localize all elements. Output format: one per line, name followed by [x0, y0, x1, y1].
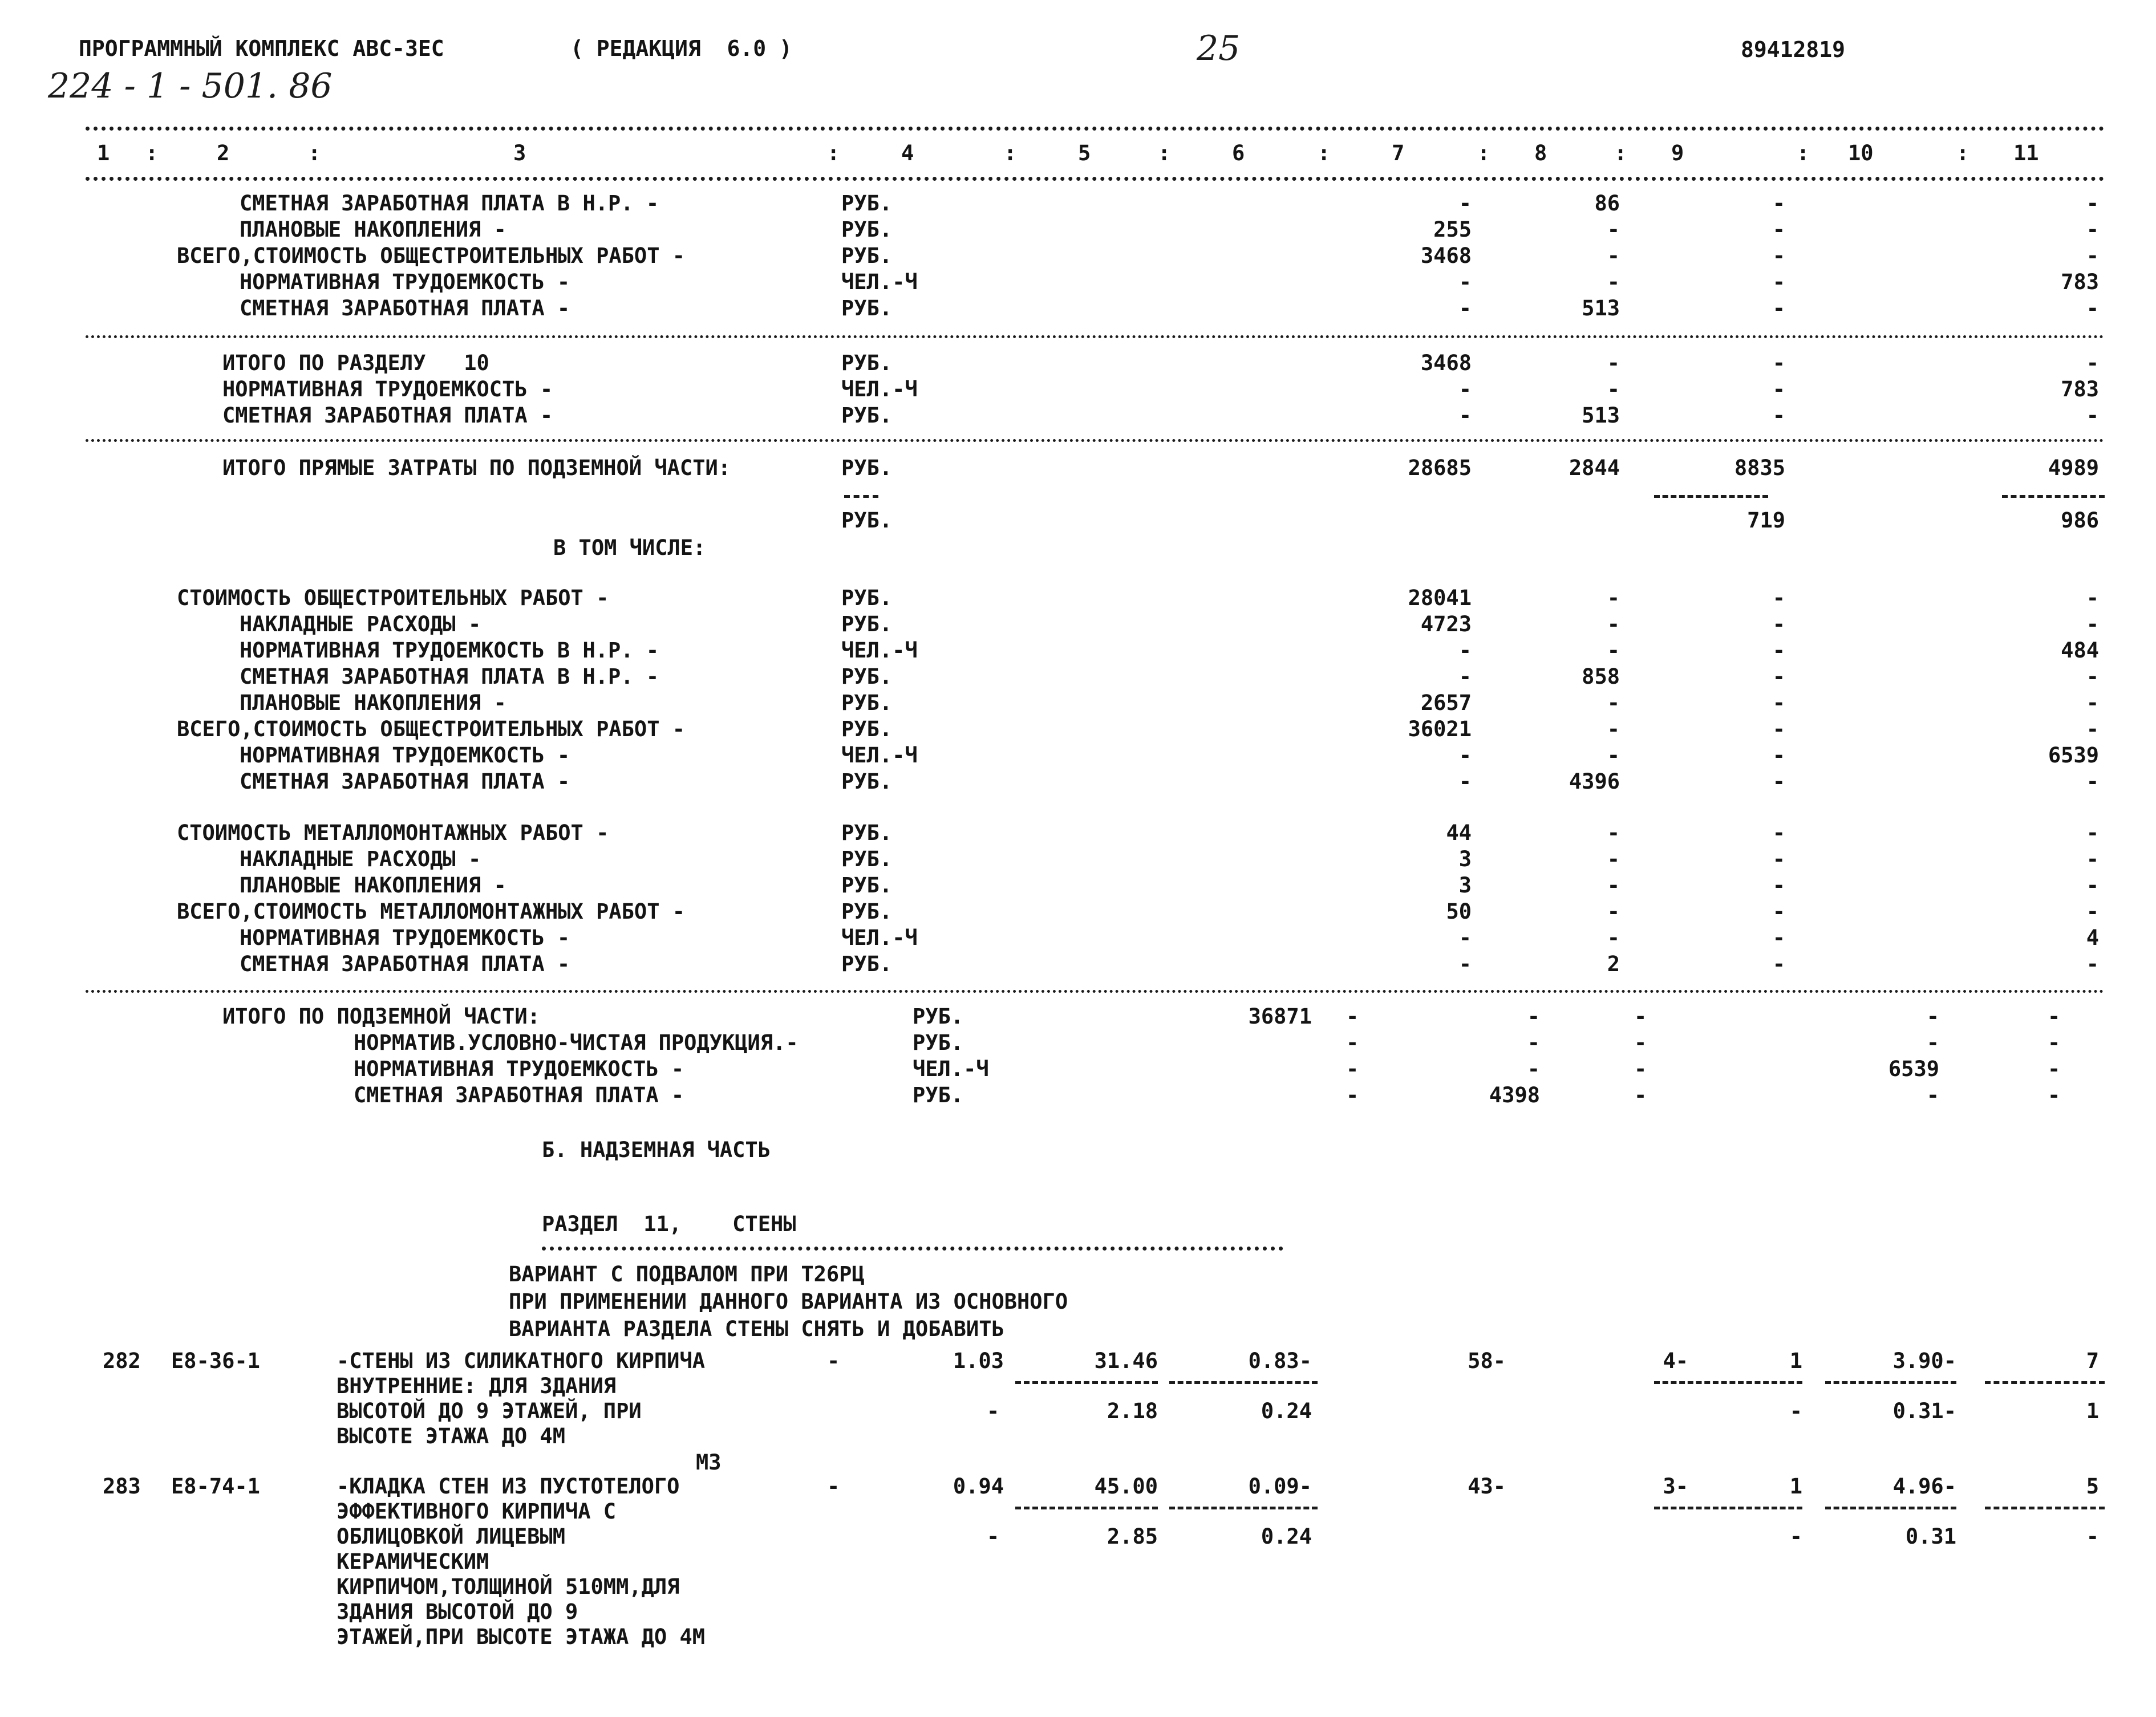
- value-underline: [1825, 1381, 1956, 1384]
- value-underline: [1169, 1507, 1318, 1509]
- cell-col7: -: [1458, 926, 1472, 950]
- item-col6-bottom: 0.24: [1261, 1524, 1312, 1549]
- cell-col11: -: [2086, 952, 2099, 976]
- razdel-underline: [542, 1247, 1283, 1251]
- value-underline: [1985, 1507, 2105, 1509]
- row-unit: ЧЕЛ.-Ч: [841, 743, 918, 768]
- column-header-4: 4: [901, 141, 914, 165]
- cell-col11: -: [2086, 691, 2099, 715]
- column-header-6: 6: [1232, 141, 1245, 165]
- row-label: НАКЛАДНЫЕ РАСХОДЫ -: [240, 847, 481, 871]
- item-mid-mark: -: [987, 1399, 1000, 1423]
- item-unit-label: М3: [696, 1450, 722, 1475]
- row-unit: РУБ.: [841, 691, 893, 715]
- item-col10-bottom: 0.31: [1905, 1524, 1956, 1549]
- cell-col11: -: [2086, 296, 2099, 320]
- cell-col7: -: [1458, 403, 1472, 428]
- cell-col9: -: [1772, 377, 1785, 401]
- cell-col9: -: [1772, 743, 1785, 768]
- cell-col7: 3468: [1420, 243, 1472, 268]
- row-label: В ТОМ ЧИСЛЕ:: [553, 535, 706, 560]
- variant-line-1: ВАРИАНТ С ПОДВАЛОМ ПРИ Т26РЦ: [509, 1262, 865, 1286]
- row-unit: ЧЕЛ.-Ч: [841, 377, 918, 401]
- item-quantity: 1.03: [953, 1349, 1004, 1373]
- cell-col11: -: [2086, 769, 2099, 794]
- row-label: СМЕТНАЯ ЗАРАБОТНАЯ ПЛАТА -: [222, 403, 553, 428]
- item-unit-mark: -: [827, 1474, 840, 1499]
- cell-col11: 4: [2086, 926, 2099, 950]
- item-col10-top: 3.90-: [1892, 1349, 1956, 1373]
- row-label: СТОИМОСТЬ МЕТАЛЛОМОНТАЖНЫХ РАБОТ -: [177, 821, 609, 845]
- item-unit-mark: -: [827, 1349, 840, 1373]
- cell-col7: 2657: [1420, 691, 1472, 715]
- value-underline: [1654, 1507, 1802, 1509]
- subtotal-underline: [1654, 495, 1768, 498]
- document-number: 224 - 1 - 501. 86: [48, 66, 333, 106]
- column-header-11: 11: [2013, 141, 2039, 165]
- cell-col7: 255: [1433, 217, 1472, 242]
- cell-col9: -: [1772, 586, 1785, 610]
- cell-col9: 8835: [1734, 456, 1785, 480]
- cell-col8: 858: [1582, 664, 1620, 689]
- column-separator: :: [1614, 141, 1627, 165]
- cell-col9: -: [1772, 847, 1785, 871]
- cell-col8: 513: [1582, 296, 1620, 320]
- row-label: ВСЕГО,СТОИМОСТЬ ОБЩЕСТРОИТЕЛЬНЫХ РАБОТ -: [177, 243, 686, 268]
- total-col10: -: [1926, 1030, 1939, 1055]
- separator-rule: [86, 439, 2105, 442]
- row-unit: РУБ.: [841, 769, 893, 794]
- cell-col8: -: [1607, 873, 1620, 898]
- row-label: НОРМАТИВНАЯ ТРУДОЕМКОСТЬ -: [240, 743, 570, 768]
- value-underline: [1015, 1381, 1158, 1384]
- cell-col8: -: [1607, 847, 1620, 871]
- cell-col11: -: [2086, 403, 2099, 428]
- separator-rule: [86, 335, 2105, 338]
- column-separator: :: [1004, 141, 1017, 165]
- item-description-line: ВЫСОТОЙ ДО 9 ЭТАЖЕЙ, ПРИ: [337, 1399, 642, 1423]
- cell-col11: 6539: [2048, 743, 2099, 768]
- variant-line-2: ПРИ ПРИМЕНЕНИИ ДАННОГО ВАРИАНТА ИЗ ОСНОВНОГО: [509, 1289, 1068, 1314]
- item-mid-mark: -: [987, 1524, 1000, 1549]
- cell-col9: -: [1772, 638, 1785, 663]
- item-col6-bottom: 0.24: [1261, 1399, 1312, 1423]
- item-col5-bottom: 2.85: [1107, 1524, 1158, 1549]
- cell-col7: 3: [1458, 847, 1472, 871]
- cell-col8: -: [1607, 691, 1620, 715]
- program-edition: ( РЕДАКЦИЯ 6.0 ): [570, 36, 792, 61]
- cell-col7: 36021: [1408, 717, 1472, 741]
- item-description-line: -СТЕНЫ ИЗ СИЛИКАТНОГО КИРПИЧА: [337, 1349, 706, 1373]
- cell-col8: 2844: [1569, 456, 1620, 480]
- item-description-line: ЭТАЖЕЙ,ПРИ ВЫСОТЕ ЭТАЖА ДО 4М: [337, 1625, 706, 1649]
- value-underline: [1825, 1507, 1956, 1509]
- total-col6: 36871: [1248, 1004, 1312, 1029]
- row-label: НАКЛАДНЫЕ РАСХОДЫ -: [240, 612, 481, 636]
- cell-col8: -: [1607, 243, 1620, 268]
- cell-col11: 484: [2061, 638, 2099, 663]
- cell-col11: -: [2086, 351, 2099, 375]
- total-col9: -: [1634, 1083, 1647, 1107]
- cell-col9: -: [1772, 270, 1785, 294]
- item-col8: 4-: [1663, 1349, 1688, 1373]
- item-description-line: ВЫСОТЕ ЭТАЖА ДО 4М: [337, 1424, 565, 1448]
- item-col6-top: 0.09-: [1248, 1474, 1312, 1499]
- cell-col7: 3: [1458, 873, 1472, 898]
- cell-col9: -: [1772, 217, 1785, 242]
- row-label: ПЛАНОВЫЕ НАКОПЛЕНИЯ -: [240, 873, 506, 898]
- row-label: ПЛАНОВЫЕ НАКОПЛЕНИЯ -: [240, 691, 506, 715]
- row-unit: ЧЕЛ.-Ч: [841, 270, 918, 294]
- cell-col11: 4989: [2048, 456, 2099, 480]
- separator-rule: [86, 990, 2105, 993]
- row-unit: ЧЕЛ.-Ч: [841, 638, 918, 663]
- item-description-line: КИРПИЧОМ,ТОЛЩИНОЙ 510ММ,ДЛЯ: [337, 1574, 680, 1599]
- item-col5-top: 45.00: [1094, 1474, 1158, 1499]
- row-unit: РУБ.: [841, 717, 893, 741]
- item-col5-bottom: 2.18: [1107, 1399, 1158, 1423]
- row-label: ВСЕГО,СТОИМОСТЬ МЕТАЛЛОМОНТАЖНЫХ РАБОТ -: [177, 899, 686, 924]
- cell-col7: -: [1458, 638, 1472, 663]
- cell-col9: -: [1772, 612, 1785, 636]
- cell-col8: 86: [1594, 191, 1620, 216]
- total-label: НОРМАТИВНАЯ ТРУДОЕМКОСТЬ -: [354, 1057, 684, 1081]
- item-col7: 58-: [1468, 1349, 1506, 1373]
- cell-col9: -: [1772, 717, 1785, 741]
- total-col9: -: [1634, 1030, 1647, 1055]
- cell-col8: -: [1607, 612, 1620, 636]
- item-col9-bottom: -: [1789, 1399, 1802, 1423]
- row-unit: РУБ.: [841, 296, 893, 320]
- cell-col11: 783: [2061, 377, 2099, 401]
- total-col9: -: [1634, 1004, 1647, 1029]
- cell-col8: 2: [1607, 952, 1620, 976]
- item-col10-bottom: 0.31-: [1892, 1399, 1956, 1423]
- item-col9-top: 1: [1789, 1474, 1802, 1499]
- total-col8: -: [1527, 1004, 1540, 1029]
- cell-col7: -: [1458, 743, 1472, 768]
- item-col7: 43-: [1468, 1474, 1506, 1499]
- cell-col8: -: [1607, 717, 1620, 741]
- row-unit: РУБ.: [841, 873, 893, 898]
- cell-col11: -: [2086, 847, 2099, 871]
- total-col11: -: [2048, 1057, 2061, 1081]
- item-code: E8-74-1: [171, 1474, 260, 1499]
- cell-col8: -: [1607, 743, 1620, 768]
- cell-col7: 4723: [1420, 612, 1472, 636]
- column-header-7: 7: [1392, 141, 1405, 165]
- item-number: 282: [103, 1349, 141, 1373]
- total-col10: -: [1926, 1004, 1939, 1029]
- total-col8: -: [1527, 1030, 1540, 1055]
- row-label: ПЛАНОВЫЕ НАКОПЛЕНИЯ -: [240, 217, 506, 242]
- total-col7: -: [1346, 1004, 1359, 1029]
- item-col10-top: 4.96-: [1892, 1474, 1956, 1499]
- cell-col7: 3468: [1420, 351, 1472, 375]
- item-description-line: ЭФФЕКТИВНОГО КИРПИЧА С: [337, 1499, 617, 1524]
- total-col10: 6539: [1888, 1057, 1939, 1081]
- item-description-line: ВНУТРЕННИЕ: ДЛЯ ЗДАНИЯ: [337, 1374, 617, 1398]
- value-underline: [1654, 1381, 1802, 1384]
- column-separator: :: [1477, 141, 1490, 165]
- row-unit: РУБ.: [841, 403, 893, 428]
- cell-col7: -: [1458, 952, 1472, 976]
- value-underline: [1015, 1507, 1158, 1509]
- item-code: E8-36-1: [171, 1349, 260, 1373]
- cell-col9: -: [1772, 769, 1785, 794]
- value-underline: [1169, 1381, 1318, 1384]
- cell-col7: 50: [1446, 899, 1472, 924]
- program-title: ПРОГРАММНЫЙ КОМПЛЕКС АВС-ЗЕС: [79, 36, 444, 61]
- column-header-1: 1: [97, 141, 110, 165]
- total-label: СМЕТНАЯ ЗАРАБОТНАЯ ПЛАТА -: [354, 1083, 684, 1107]
- row-label: СМЕТНАЯ ЗАРАБОТНАЯ ПЛАТА В Н.Р. -: [240, 664, 659, 689]
- total-col10: -: [1926, 1083, 1939, 1107]
- row-unit: РУБ.: [841, 612, 893, 636]
- cell-col7: 28041: [1408, 586, 1472, 610]
- cell-col9: -: [1772, 873, 1785, 898]
- total-label: НОРМАТИВ.УСЛОВНО-ЧИСТАЯ ПРОДУКЦИЯ.-: [354, 1030, 799, 1055]
- cell-col7: -: [1458, 664, 1472, 689]
- row-unit: РУБ.: [841, 243, 893, 268]
- cell-col9: -: [1772, 191, 1785, 216]
- total-col7: -: [1346, 1057, 1359, 1081]
- column-separator: :: [1797, 141, 1810, 165]
- cell-col7: -: [1458, 270, 1472, 294]
- cell-col11: -: [2086, 899, 2099, 924]
- cell-col8: -: [1607, 821, 1620, 845]
- total-unit: РУБ.: [913, 1083, 964, 1107]
- row-label: НОРМАТИВНАЯ ТРУДОЕМКОСТЬ -: [240, 270, 570, 294]
- row-label: НОРМАТИВНАЯ ТРУДОЕМКОСТЬ -: [222, 377, 553, 401]
- item-description-line: КЕРАМИЧЕСКИМ: [337, 1549, 489, 1574]
- item-col9-bottom: -: [1789, 1524, 1802, 1549]
- row-label: НОРМАТИВНАЯ ТРУДОЕМКОСТЬ В Н.Р. -: [240, 638, 659, 663]
- subtotal-underline: [2002, 495, 2105, 498]
- total-col8: -: [1527, 1057, 1540, 1081]
- cell-col8: -: [1607, 377, 1620, 401]
- row-unit: РУБ.: [841, 456, 893, 480]
- total-col7: -: [1346, 1030, 1359, 1055]
- item-description-line: -КЛАДКА СТЕН ИЗ ПУСТОТЕЛОГО: [337, 1474, 680, 1499]
- cell-col8: -: [1607, 926, 1620, 950]
- cell-col8: -: [1607, 638, 1620, 663]
- item-col9-top: 1: [1789, 1349, 1802, 1373]
- cell-col9: -: [1772, 691, 1785, 715]
- row-label: СМЕТНАЯ ЗАРАБОТНАЯ ПЛАТА -: [240, 296, 570, 320]
- cell-col9: -: [1772, 899, 1785, 924]
- cell-col9: 719: [1747, 508, 1785, 533]
- item-col11-bottom: 1: [2086, 1399, 2099, 1423]
- column-header-2: 2: [217, 141, 230, 165]
- column-header-8: 8: [1534, 141, 1547, 165]
- cell-col11: -: [2086, 191, 2099, 216]
- cell-col9: -: [1772, 403, 1785, 428]
- item-col5-top: 31.46: [1094, 1349, 1158, 1373]
- item-description-line: ОБЛИЦОВКОЙ ЛИЦЕВЫМ: [337, 1524, 565, 1549]
- total-unit: ЧЕЛ.-Ч: [913, 1057, 989, 1081]
- column-separator: :: [1318, 141, 1331, 165]
- cell-col8: -: [1607, 217, 1620, 242]
- row-label: НОРМАТИВНАЯ ТРУДОЕМКОСТЬ -: [240, 926, 570, 950]
- item-col11-top: 7: [2086, 1349, 2099, 1373]
- item-col8: 3-: [1663, 1474, 1688, 1499]
- row-unit: РУБ.: [841, 952, 893, 976]
- razdel-title: РАЗДЕЛ 11, СТЕНЫ: [542, 1212, 796, 1236]
- row-unit: РУБ.: [841, 351, 893, 375]
- row-unit: РУБ.: [841, 217, 893, 242]
- item-quantity: 0.94: [953, 1474, 1004, 1499]
- item-number: 283: [103, 1474, 141, 1499]
- cell-col11: -: [2086, 717, 2099, 741]
- row-unit: РУБ.: [841, 586, 893, 610]
- item-col11-bottom: -: [2086, 1524, 2099, 1549]
- total-col11: -: [2048, 1004, 2061, 1029]
- total-label: ИТОГО ПО ПОДЗЕМНОЙ ЧАСТИ:: [222, 1004, 540, 1029]
- total-unit: РУБ.: [913, 1004, 964, 1029]
- document-code: 89412819: [1741, 37, 1846, 62]
- item-col6-top: 0.83-: [1248, 1349, 1312, 1373]
- table-top-rule: [86, 127, 2105, 131]
- cell-col7: 44: [1446, 821, 1472, 845]
- column-separator: :: [827, 141, 840, 165]
- total-col8: 4398: [1489, 1083, 1540, 1107]
- column-header-10: 10: [1848, 141, 1874, 165]
- cell-col7: 28685: [1408, 456, 1472, 480]
- section-title: Б. НАДЗЕМНАЯ ЧАСТЬ: [542, 1138, 771, 1162]
- total-col11: -: [2048, 1030, 2061, 1055]
- row-unit: ЧЕЛ.-Ч: [841, 926, 918, 950]
- column-header-3: 3: [513, 141, 526, 165]
- cell-col9: -: [1772, 296, 1785, 320]
- cell-col7: -: [1458, 191, 1472, 216]
- row-unit: РУБ.: [841, 899, 893, 924]
- column-header-9: 9: [1671, 141, 1684, 165]
- row-label: СМЕТНАЯ ЗАРАБОТНАЯ ПЛАТА -: [240, 952, 570, 976]
- cell-col7: -: [1458, 769, 1472, 794]
- row-label: СМЕТНАЯ ЗАРАБОТНАЯ ПЛАТА В Н.Р. -: [240, 191, 659, 216]
- cell-col11: 986: [2061, 508, 2099, 533]
- cell-col11: -: [2086, 821, 2099, 845]
- row-label: СМЕТНАЯ ЗАРАБОТНАЯ ПЛАТА -: [240, 769, 570, 794]
- item-description-line: ЗДАНИЯ ВЫСОТОЙ ДО 9: [337, 1600, 578, 1624]
- row-unit: РУБ.: [841, 664, 893, 689]
- cell-col9: -: [1772, 926, 1785, 950]
- total-col9: -: [1634, 1057, 1647, 1081]
- row-label: ВСЕГО,СТОИМОСТЬ ОБЩЕСТРОИТЕЛЬНЫХ РАБОТ -: [177, 717, 686, 741]
- column-header-5: 5: [1078, 141, 1091, 165]
- cell-col9: -: [1772, 351, 1785, 375]
- page-number: 25: [1197, 29, 1241, 68]
- cell-col8: -: [1607, 270, 1620, 294]
- row-unit: РУБ.: [841, 508, 893, 533]
- cell-col8: 513: [1582, 403, 1620, 428]
- column-separator: :: [1158, 141, 1171, 165]
- total-unit: РУБ.: [913, 1030, 964, 1055]
- table-header-bottom-rule: [86, 177, 2105, 181]
- row-label: ИТОГО ПО РАЗДЕЛУ 10: [222, 351, 489, 375]
- cell-col7: -: [1458, 377, 1472, 401]
- cell-col9: -: [1772, 952, 1785, 976]
- row-label: ИТОГО ПРЯМЫЕ ЗАТРАТЫ ПО ПОДЗЕМНОЙ ЧАСТИ:: [222, 456, 731, 480]
- total-col7: -: [1346, 1083, 1359, 1107]
- cell-col11: -: [2086, 664, 2099, 689]
- cell-col8: -: [1607, 899, 1620, 924]
- column-separator: :: [145, 141, 159, 165]
- cell-col8: -: [1607, 351, 1620, 375]
- column-separator: :: [308, 141, 321, 165]
- cell-col11: -: [2086, 586, 2099, 610]
- cell-col9: -: [1772, 243, 1785, 268]
- cell-col11: -: [2086, 873, 2099, 898]
- column-separator: :: [1956, 141, 1969, 165]
- cell-col11: -: [2086, 243, 2099, 268]
- cell-col11: -: [2086, 217, 2099, 242]
- cell-col8: 4396: [1569, 769, 1620, 794]
- value-underline: [1985, 1381, 2105, 1384]
- cell-col9: -: [1772, 821, 1785, 845]
- row-unit: РУБ.: [841, 191, 893, 216]
- row-unit: РУБ.: [841, 847, 893, 871]
- row-label: СТОИМОСТЬ ОБЩЕСТРОИТЕЛЬНЫХ РАБОТ -: [177, 586, 609, 610]
- total-col11: -: [2048, 1083, 2061, 1107]
- cell-col7: -: [1458, 296, 1472, 320]
- cell-col11: -: [2086, 612, 2099, 636]
- cell-col11: 783: [2061, 270, 2099, 294]
- cell-col9: -: [1772, 664, 1785, 689]
- variant-line-3: ВАРИАНТА РАЗДЕЛА СТЕНЫ СНЯТЬ И ДОБАВИТЬ: [509, 1317, 1004, 1341]
- item-col11-top: 5: [2086, 1474, 2099, 1499]
- row-unit: РУБ.: [841, 821, 893, 845]
- cell-col8: -: [1607, 586, 1620, 610]
- subtotal-underline: [844, 495, 878, 498]
